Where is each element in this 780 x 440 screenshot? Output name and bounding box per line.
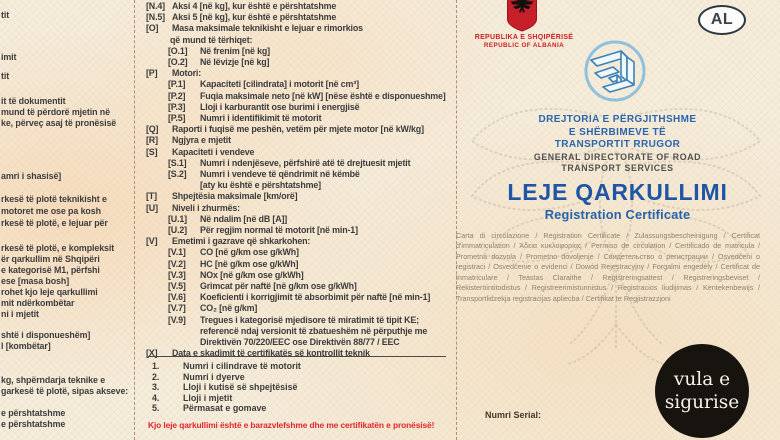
field-code: [V.7] (168, 303, 186, 314)
field-label: Motori: (172, 68, 202, 79)
equivalence-note: Kjo leje qarkullimi është e barazvlefshme dhe me certifikatën e pronësisë! (148, 420, 435, 430)
field-label: NOx [në g/km ose g/kWh] (200, 269, 304, 280)
directorate-sq-line1: DREJTORIA E PËRGJITHSHME (538, 114, 697, 125)
field-code: [O.1] (168, 45, 188, 56)
field-code: [O.2] (168, 57, 188, 68)
left-column-fragment: it të dokumentit (1, 96, 66, 106)
footnote-number: 5. (152, 403, 160, 414)
field-label: Numri i identifikimit të motorit (200, 113, 322, 124)
field-code: [P.2] (168, 90, 186, 101)
seal-text-line1: vula e (673, 369, 731, 390)
footnote-row (152, 382, 301, 393)
republic-heading (453, 33, 595, 50)
footnote-number: 1. (152, 361, 160, 371)
section-divider-line (148, 356, 446, 357)
field-label: Në frenim [në kg] (200, 45, 270, 56)
field-code: [P] (146, 68, 158, 79)
field-code: [X] (146, 348, 158, 359)
footnote-number: 3. (152, 382, 160, 393)
field-definition-row (146, 337, 458, 348)
field-label: Tregues i kategorisë mjedisore të miratimit të tipit KE; (200, 314, 419, 325)
field-label: Masa maksimale teknikisht e lejuar e rimorkios (172, 23, 363, 34)
serial-number-label: Numri Serial: (485, 410, 542, 420)
directorate-en-line2: TRANSPORT SERVICES (561, 162, 674, 173)
footnote-row (152, 361, 301, 372)
seal-text-line2: sigurise (664, 392, 740, 413)
left-column-fragment: mit ndërkombëtar (1, 298, 75, 308)
directorate-en-line1: GENERAL DIRECTORATE OF ROAD (533, 152, 702, 162)
left-column-fragment: e përshtatshme (1, 408, 66, 418)
field-code: [V.1] (168, 247, 186, 258)
republic-name-en: REPUBLIC OF ALBANIA (483, 42, 565, 49)
field-definition-row (146, 259, 458, 270)
field-code: [O] (146, 23, 159, 34)
field-label: Grimcat për naftë [në g/km ose g/kWh] (200, 281, 357, 292)
field-definition-row (146, 135, 458, 146)
footnote-label: Lloji i mjetit (183, 392, 233, 403)
field-code: [S] (146, 146, 158, 157)
footnote-label: Lloji i kutisë së shpejtësisë (183, 382, 298, 393)
field-label: referencë ndaj versionit të zbatueshëm në përputhje me (200, 325, 428, 336)
footnote-label: Numri i dyerve (183, 371, 245, 382)
directorate-sq-line3: TRANSPORTIT RRUGOR (554, 139, 681, 151)
field-definition-row (146, 214, 458, 225)
document-title-en: Registration Certificate (544, 207, 691, 222)
field-label: Në lëvizje [në kg] (200, 57, 270, 68)
field-definition-row (146, 57, 458, 68)
field-code: [U.1] (168, 213, 187, 224)
field-label: Emetimi i gazrave që shkarkohen: (172, 236, 311, 247)
left-column-fragment: rkesë të plotë, e lejuar për (1, 218, 108, 228)
field-definition-row (146, 124, 458, 135)
field-code: [S.1] (168, 157, 187, 168)
field-code: [P.3] (168, 101, 186, 112)
field-definition-row (146, 102, 458, 113)
field-definition-row (146, 46, 458, 57)
field-label: Numri i vendeve të qëndrimit në këmbë (200, 169, 360, 180)
field-code: [V.5] (168, 281, 186, 292)
left-column-fragment: ni i mjetit (1, 309, 39, 319)
field-label: [aty ku është e përshtatshme] (200, 180, 321, 191)
field-code: [V.6] (168, 292, 186, 303)
field-definition-row (146, 292, 458, 303)
field-definition-row (146, 315, 458, 326)
field-code: [U.2] (168, 225, 187, 236)
field-definition-row (146, 35, 458, 46)
field-definitions-list (146, 1, 458, 360)
field-label: Direktivën 70/220/EEC ose Direktivën 88/77 / EEC (200, 337, 400, 348)
field-definition-row (146, 79, 458, 90)
document-title-sq: LEJE QARKULLIMI (507, 179, 728, 205)
footnote-label: Përmasat e gomave (183, 403, 267, 414)
field-definition-row (146, 169, 458, 180)
left-column-fragment: ke, përveç asaj të pronësisë (1, 118, 117, 128)
left-column-fragment: amri i shasisë] (1, 171, 62, 181)
field-label: Numri i ndenjëseve, përfshirë atë të drejtuesit mjetit (200, 157, 411, 168)
left-column-fragment: imit (1, 52, 17, 62)
field-definition-row (146, 68, 458, 79)
field-label: Shpejtësia maksimale [km/orë] (172, 191, 298, 202)
left-column-fragment: kg, shpërndarja teknike e (1, 375, 106, 385)
field-definition-row (146, 281, 458, 292)
column-divider-left (134, 0, 135, 440)
footnote-number: 2. (152, 371, 160, 382)
left-column-fragment: garkesë të plotë, sipas akseve: (1, 386, 129, 396)
left-column-fragment: mund të përdorë mjetin në (1, 107, 110, 117)
left-column-fragment: rkesë të plotë, e kompleksit (1, 243, 115, 253)
left-column-fragment: ër qarkullim në Shqipëri (1, 254, 100, 264)
left-column-fragment: motoret me ose pa kosh (1, 206, 101, 216)
left-column-fragment: rkesë të plotë teknikisht e (1, 194, 107, 204)
left-column-fragment: tit (1, 71, 10, 81)
field-code: [S.2] (168, 169, 187, 180)
field-definition-row (146, 270, 458, 281)
field-definition-row (146, 1, 458, 12)
field-code: [N.4] (146, 1, 165, 11)
field-definition-row (146, 225, 458, 236)
field-label: CO [në g/km ose g/kWh] (200, 247, 299, 258)
field-code: [V.3] (168, 269, 186, 280)
field-label: Fuqia maksimale neto [në kW] [nëse është e disponueshme] (200, 90, 446, 101)
directorate-name-sq (460, 114, 775, 152)
security-seal (655, 344, 749, 438)
country-code-text: AL (710, 11, 734, 28)
field-code: [Q] (146, 124, 159, 135)
field-definition-row (146, 113, 458, 124)
field-definition-row (146, 203, 458, 214)
field-definition-row (146, 247, 458, 258)
field-code: [N.5] (146, 12, 165, 23)
field-label: Kapaciteti [cilindrata] i motorit [në cm³] (200, 79, 359, 90)
left-column-fragment: e përshtatshme (1, 419, 66, 429)
footnote-row (152, 403, 301, 414)
left-column-fragment: e kategorisë M1, përfshi (1, 265, 100, 275)
field-definition-row (146, 158, 458, 169)
field-label: Aksi 4 [në kg], kur është e përshtatshme (172, 1, 337, 11)
field-definition-row (146, 303, 458, 314)
field-definition-row (146, 147, 458, 158)
field-code: [V] (146, 236, 158, 247)
field-code: [P.5] (168, 113, 186, 124)
field-definition-row (146, 23, 458, 34)
field-code: [T] (146, 191, 157, 202)
field-label: Raporti i fuqisë me peshën, vetëm për mjete motor [në kW/kg] (172, 124, 424, 135)
field-definition-row (146, 91, 458, 102)
left-column-fragment: l [kombëtar] (1, 341, 51, 351)
field-code: [R] (146, 135, 158, 146)
footnote-number: 4. (152, 392, 160, 403)
footnote-label: Numri i cilindrave të motorit (183, 361, 301, 371)
field-label: Niveli i zhurmës: (172, 202, 240, 213)
field-label: Kapaciteti i vendeve (172, 146, 255, 157)
footnote-row (152, 372, 301, 383)
directorate-name-en (460, 152, 775, 173)
field-label: Ngjyra e mjetit (172, 135, 231, 146)
republic-name-sq: REPUBLIKA E SHQIPËRISË (474, 34, 574, 41)
field-code: [V.9] (168, 314, 186, 325)
field-label: Data e skadimit të certifikatës së kontrollit teknik (172, 348, 370, 359)
field-label: HC [në g/km ose g/kWh] (200, 258, 299, 269)
left-column-fragment: rohet kjo leje qarkullimi (1, 287, 98, 297)
multilingual-certificate-names: Carta di circolazione / Registration Certificate / Zulassungsbescheinigung / Certificat d'immatriculation / Άδεια κυκλοφορίας / Permiso de circulation / Certificado de matricula / Prometna dozvola / Prometno dovoljenje / Свидетельство о регистрации / Osvedčeni o registraci / Osvedčenie o evidenci / Dowód Rejestracyjny / Forgalmi engedély / Certificat de Inmatriculare / Teastas Claraithe / Registreringsattest / Registreringsbeviset / Rekisteröintitodistus / Registreerimistunnistus / Registracios liudijimas / Kentekenbewijs / Transportlidzekja registracijas apliecba / Certifikat te Regjistrazzjoni (456, 231, 760, 303)
country-code-badge (698, 5, 746, 35)
footnote-row (152, 393, 301, 404)
left-column-fragment: shtë i disponueshëm] (1, 330, 91, 340)
field-definition-row (146, 236, 458, 247)
field-label: Koeficienti i korrigjimit të absorbimit për naftë [në min-1] (200, 292, 431, 303)
field-code: [U] (146, 202, 158, 213)
field-label: Aksi 5 [në kg], kur është e përshtatshme (172, 12, 337, 23)
field-label: Në ndalim [në dB [A]] (200, 213, 288, 224)
field-label: Lloji i karburantit ose burimi i energjisë (200, 101, 360, 112)
left-column-fragment: tit (1, 10, 10, 20)
left-column-fragment: ese [masa bosh] (1, 276, 70, 286)
field-label: Për regjim normal të motorit [në min-1] (200, 225, 358, 236)
field-definition-row (146, 180, 458, 191)
directorate-sq-line2: E SHËRBIMEVE TË (568, 126, 667, 138)
field-label: CO₂ [në g/km] (200, 303, 258, 314)
numbered-footnotes-list (152, 361, 301, 414)
field-label: që mund të tërhiqet: (170, 34, 253, 45)
field-definition-row (146, 326, 458, 337)
field-definition-row (146, 12, 458, 23)
field-definition-row (146, 191, 458, 202)
field-code: [V.2] (168, 258, 186, 269)
field-code: [P.1] (168, 79, 186, 90)
field-definition-row (146, 348, 458, 359)
